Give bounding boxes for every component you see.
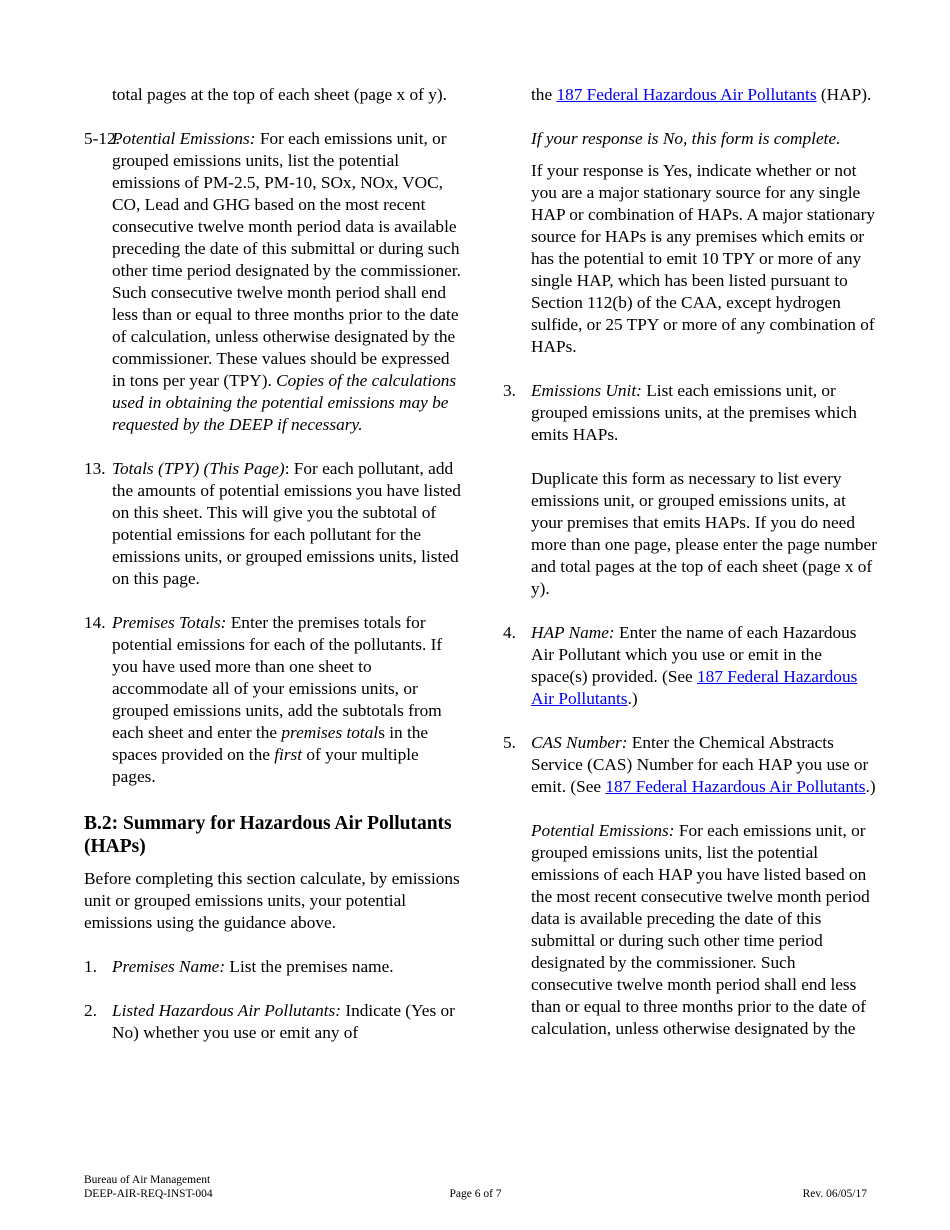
- item-term: Potential Emissions:: [112, 129, 256, 148]
- item-number: 5.: [503, 733, 516, 752]
- item-text: of your multiple pages.: [112, 745, 419, 786]
- instruction-item-5-12: [84, 128, 462, 436]
- item-term: CAS Number:: [531, 733, 628, 752]
- item-number: 3.: [503, 381, 516, 400]
- footer-page-number: Page 6 of 7: [449, 1188, 502, 1200]
- hap-list-link[interactable]: 187 Federal Hazardous Air Pollutants: [531, 667, 858, 708]
- yes-response-text: If your response is Yes, indicate whether or not you are a major stationary source for any single HAP or combination of HAPs. A major stationary source for HAPs is any premises which emits or has the potential to emit 10 TPY or more of any single HAP, which has been listed pursuant to Section 112(b) of the CAA, except hydrogen sulfide, or 25 TPY or more of any combination of HAPs.: [531, 161, 875, 356]
- potential-emissions-text: [503, 820, 881, 1040]
- hap-list-link[interactable]: 187 Federal Hazardous Air Pollutants: [605, 777, 866, 796]
- text-fragment: .): [865, 777, 876, 796]
- item-term: HAP Name:: [531, 623, 615, 642]
- instruction-item-13: [84, 458, 462, 590]
- footer-doc-id: DEEP-AIR-REQ-INST-004: [84, 1188, 213, 1200]
- item-term: Premises Totals:: [112, 613, 227, 632]
- instruction-item-3: [503, 380, 881, 446]
- item-italic-text: first: [274, 745, 303, 764]
- item-number: 13.: [84, 459, 106, 478]
- italic-note: If your response is No, this form is complete.: [531, 129, 841, 148]
- item-text: List the premises name.: [225, 957, 394, 976]
- hap-list-link[interactable]: 187 Federal Hazardous Air Pollutants: [556, 85, 817, 104]
- item-term: Totals (TPY) (This Page): [112, 459, 285, 478]
- instruction-item-14: [84, 612, 462, 788]
- duplicate-form-text: Duplicate this form as necessary to list every emissions unit, or grouped emissions units, at your premises that emits HAPs. If you do need more than one page, please enter the page number and total pages at the top of each sheet (page x of y).: [531, 469, 877, 598]
- item-number: 2.: [84, 1001, 97, 1020]
- no-response-note: [503, 128, 881, 150]
- footer-revision: Rev. 06/05/17: [802, 1188, 867, 1200]
- item-text: Enter the name of each Hazardous Air Pollutant which you use or emit in the space(s) provided. (See: [531, 623, 857, 686]
- item-number: 1.: [84, 957, 97, 976]
- instruction-item-1: [84, 956, 462, 978]
- instruction-item-5: [503, 732, 881, 798]
- item-text: Indicate (Yes or No) whether you use or emit any of: [112, 1001, 455, 1042]
- text-fragment: the: [531, 85, 557, 104]
- left-column: [84, 84, 462, 1044]
- continued-text: [503, 84, 881, 106]
- item-term: Listed Hazardous Air Pollutants:: [112, 1001, 342, 1020]
- text-fragment: .): [627, 689, 638, 708]
- item-text: Enter the Chemical Abstracts Service (CAS) Number for each HAP you use or emit. (See: [531, 733, 869, 796]
- footer-bureau: Bureau of Air Management: [84, 1174, 211, 1186]
- section-intro: Before completing this section calculate, by emissions unit or grouped emissions units, your potential emissions using the guidance above.: [84, 869, 460, 932]
- item-term: Potential Emissions:: [531, 821, 675, 840]
- right-column: [503, 84, 881, 1040]
- page-footer: [84, 1173, 867, 1203]
- item-text: : For each pollutant, add the amounts of potential emissions you have listed on this sheet. This will give you the subtotal of potential emissions for each pollutant for the emissions units, or grouped emissions units, listed on this page.: [112, 459, 461, 588]
- item-italic-note: Copies of the calculations used in obtaining the potential emissions may be requested by the DEEP if necessary.: [112, 371, 457, 434]
- item-number: 14.: [84, 613, 106, 632]
- instruction-item-2: [84, 1000, 462, 1044]
- item-term: Emissions Unit:: [531, 381, 642, 400]
- item-text: For each emissions unit, or grouped emissions units, list the potential emissions of each HAP you have listed based on the most recent consecutive twelve month period data is available preceding the date of this submittal or during such other time period designated by the commissioner. Such consecutive twelve month period shall end less than or equal to three months prior to the date of calculation, unless otherwise designated by the: [531, 821, 870, 1038]
- instruction-item-4: [503, 622, 881, 710]
- item-number: 5-12.: [84, 129, 120, 148]
- item-term: Premises Name:: [112, 957, 226, 976]
- section-heading: B.2: Summary for Hazardous Air Pollutants (HAPs): [84, 813, 452, 857]
- item-text: List each emissions unit, or grouped emissions units, at the premises which emits HAPs.: [531, 381, 857, 444]
- text-fragment: (HAP).: [816, 85, 872, 104]
- item-number: 4.: [503, 623, 516, 642]
- item-text: s in the spaces provided on the: [112, 723, 429, 764]
- item-text: Enter the premises totals for potential emissions for each of the pollutants. If you have used more than one sheet to accommodate all of your emissions units, or grouped emissions units, add the subtotals from each sheet and enter the: [112, 613, 443, 742]
- continued-text: total pages at the top of each sheet (page x of y).: [112, 85, 447, 104]
- item-italic-text: premises total: [281, 723, 379, 742]
- item-text: For each emissions unit, or grouped emissions units, list the potential emissions of PM-2.5, PM-10, SOx, NOx, VOC, CO, Lead and GHG based on the most recent consecutive twelve month period data is available preceding the date of this submittal or during such other time period designated by the commissioner. Such consecutive twelve month period shall end less than or equal to three months prior to the date of calculation, unless otherwise designated by the commissioner. These values should be expressed in tons per year (TPY).: [112, 129, 461, 390]
